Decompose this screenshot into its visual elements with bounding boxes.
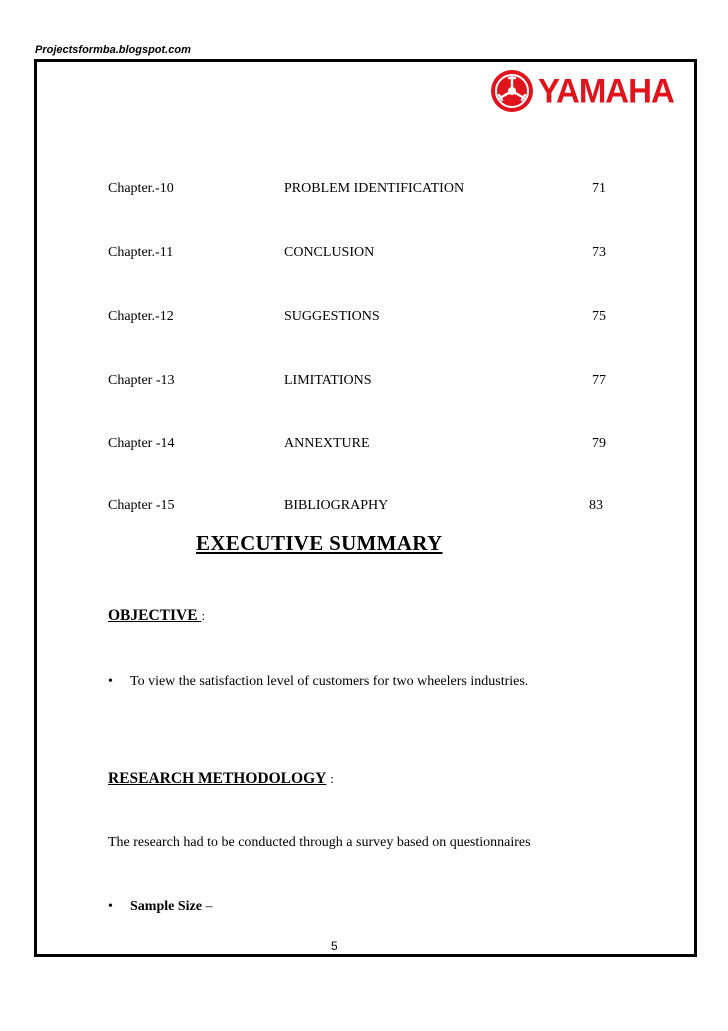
objective-heading (108, 607, 205, 625)
toc-row (108, 498, 628, 518)
objective-label: OBJECTIVE (108, 607, 202, 624)
toc-title: LIMITATIONS (284, 373, 372, 388)
objective-colon: : (201, 608, 206, 623)
toc-row (108, 373, 628, 393)
methodology-colon: : (330, 771, 334, 786)
toc-page: 77 (592, 373, 606, 388)
toc-page: 83 (589, 498, 603, 513)
toc-chapter: Chapter.-12 (108, 309, 174, 324)
toc-page: 79 (592, 436, 606, 451)
toc-row (108, 309, 628, 329)
sample-size-label: Sample Size (130, 899, 202, 914)
bullet-icon: • (108, 674, 113, 689)
toc-page: 73 (592, 245, 606, 260)
toc-page: 75 (592, 309, 606, 324)
toc-chapter: Chapter.-11 (108, 245, 174, 260)
toc-chapter: Chapter -15 (108, 498, 175, 513)
toc-chapter: Chapter -14 (108, 436, 175, 451)
watermark-text: Projectsformba.blogspot.com (35, 44, 191, 56)
page-number: 5 (331, 939, 338, 953)
toc-title: BIBLIOGRAPHY (284, 498, 389, 513)
objective-bullet (108, 674, 528, 690)
methodology-label: RESEARCH METHODOLOGY (108, 770, 327, 787)
toc-row (108, 245, 628, 265)
toc-title: CONCLUSION (284, 245, 375, 260)
methodology-paragraph: The research had to be conducted through a survey based on questionnaires (108, 835, 531, 850)
toc-row (108, 436, 628, 456)
tuning-fork-emblem-icon (490, 69, 534, 113)
yamaha-wordmark: YAMAHA (538, 71, 674, 110)
toc-chapter: Chapter -13 (108, 373, 175, 388)
bullet-icon: • (108, 899, 113, 914)
executive-summary-heading: EXECUTIVE SUMMARY (196, 531, 443, 555)
objective-text: To view the satisfaction level of customers for two wheelers industries. (130, 674, 529, 689)
toc-chapter: Chapter.-10 (108, 181, 174, 196)
toc-page: 71 (592, 181, 606, 196)
research-methodology-heading (108, 770, 334, 788)
toc-title: ANNEXTURE (284, 436, 370, 451)
yamaha-logo (490, 68, 680, 114)
sample-size-dash: – (201, 899, 213, 914)
sample-size-bullet (108, 899, 212, 915)
toc-title: SUGGESTIONS (284, 309, 380, 324)
toc-row (108, 181, 628, 201)
toc-title: PROBLEM IDENTIFICATION (284, 181, 465, 196)
